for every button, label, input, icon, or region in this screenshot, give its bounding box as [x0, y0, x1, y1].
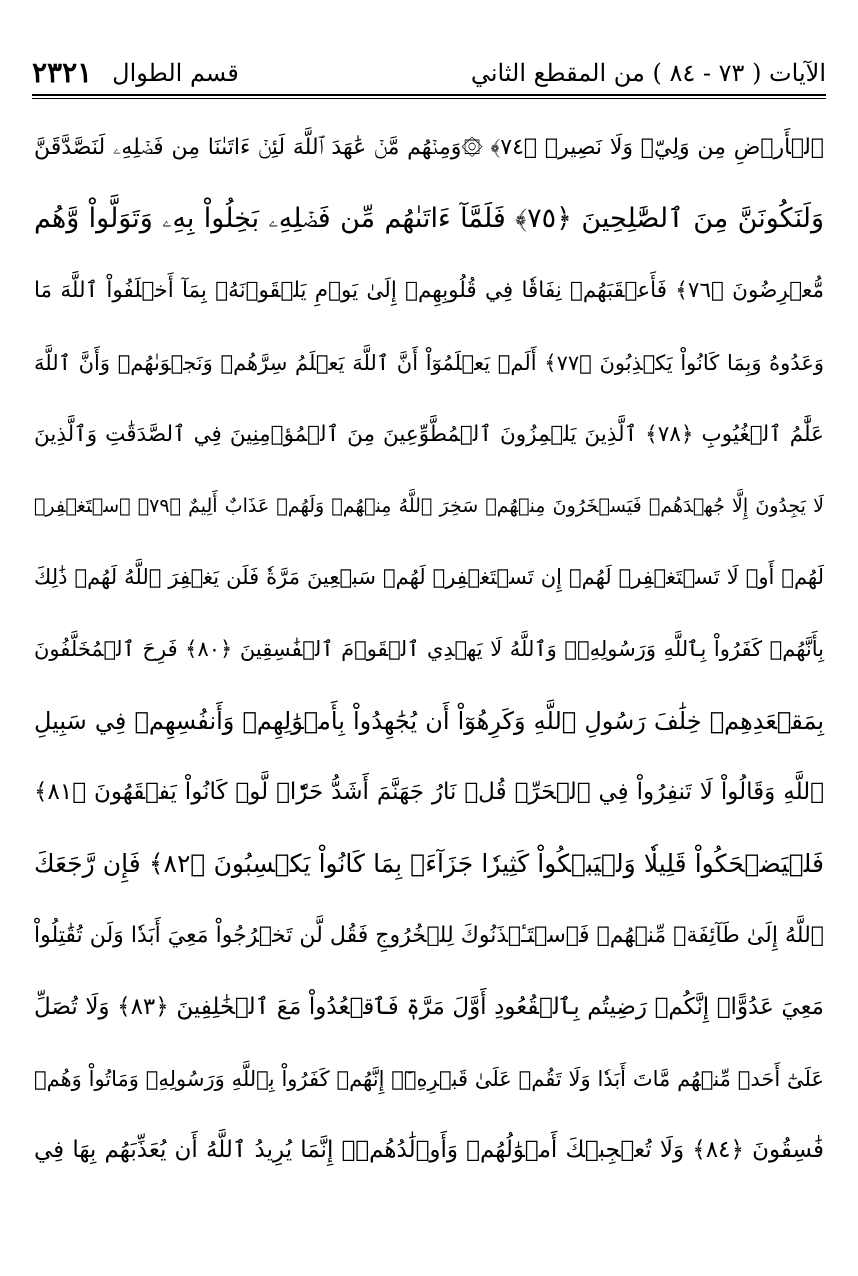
- section-title: الآيات ( ٧٣ - ٨٤ ) من المقطع الثاني: [470, 59, 826, 87]
- text-line-content: ٱللَّهُ إِلَىٰ طَآئِفَةٖ مِّنۡهُمۡ فَٱسۡتَـٔۡذَنُوكَ لِلۡخُرُوجِ فَقُل لَّن تَخۡرُجُواْ مَعِيَ أَبَدٗا وَلَن تُقَٰتِلُواْ: [34, 922, 824, 948]
- text-line: [34, 398, 824, 470]
- text-line: [34, 184, 824, 256]
- text-line: [34, 756, 824, 828]
- text-line: [34, 542, 824, 614]
- text-line: [34, 112, 824, 184]
- text-line-content: بِمَقۡعَدِهِمۡ خِلَٰفَ رَسُولِ ٱللَّهِ وَكَرِهُوٓاْ أَن يُجَٰهِدُواْ بِأَمۡوَٰلِهِمۡ وَأَنفُسِهِمۡ فِي سَبِيلِ: [34, 706, 824, 735]
- text-line-content: عَلَّٰمُ ٱلۡغُيُوبِ ﴿٧٨﴾ ٱلَّذِينَ يَلۡمِزُونَ ٱلۡمُطَّوِّعِينَ مِنَ ٱلۡمُؤۡمِنِينَ فِي ٱلصَّدَقَٰتِ وَٱلَّذِينَ: [34, 421, 824, 447]
- text-line-content: وَعَدُوهُ وَبِمَا كَانُواْ يَكۡذِبُونَ ﴿٧٧﴾ أَلَمۡ يَعۡلَمُوٓاْ أَنَّ ٱللَّهَ يَعۡلَمُ سِرَّهُمۡ وَنَجۡوَىٰهُمۡ وَأَنَّ ٱللَّهَ: [34, 350, 825, 375]
- text-line-content: لَا يَجِدُونَ إِلَّا جُهۡدَهُمۡ فَيَسۡخَرُونَ مِنۡهُمۡ سَخِرَ ٱللَّهُ مِنۡهُمۡ وَلَهُمۡ عَذَابٌ أَلِيمٌ ﴿٧٩﴾ ٱسۡتَغۡفِرۡ: [34, 494, 824, 517]
- text-line: [34, 1043, 824, 1115]
- text-line-content: فَٰسِقُونَ ﴿٨٤﴾ وَلَا تُعۡجِبۡكَ أَمۡوَٰلُهُمۡ وَأَوۡلَٰدُهُمۡۚ إِنَّمَا يُرِيدُ ٱللَّهُ أَن يُعَذِّبَهُم بِهَا فِي: [34, 1137, 824, 1164]
- text-line-content: وَلَنَكُونَنَّ مِنَ ٱلصَّٰلِحِينَ ﴿٧٥﴾ فَلَمَّآ ءَاتَىٰهُم مِّن فَضۡلِهِۦ بَخِلُواْ بِهِۦ وَتَوَلَّواْ وَّهُم: [34, 203, 824, 235]
- text-line-content: ٱللَّهِ وَقَالُواْ لَا تَنفِرُواْ فِي ٱلۡحَرِّۗ قُلۡ نَارُ جَهَنَّمَ أَشَدُّ حَرّٗاۚ لَّوۡ كَانُواْ يَفۡقَهُونَ ﴿٨١﴾: [34, 779, 824, 806]
- page-number: ٢٣٢١: [32, 56, 93, 89]
- text-line: [34, 470, 824, 542]
- text-line-content: مُّعۡرِضُونَ ﴿٧٦﴾ فَأَعۡقَبَهُمۡ نِفَاقٗا فِي قُلُوبِهِمۡ إِلَىٰ يَوۡمِ يَلۡقَوۡنَهُۥ بِمَآ أَخۡلَفُواْ ٱللَّهَ مَا: [34, 278, 824, 304]
- text-line-content: لَهُمۡ أَوۡ لَا تَسۡتَغۡفِرۡ لَهُمۡ إِن تَسۡتَغۡفِرۡ لَهُمۡ سَبۡعِينَ مَرَّةٗ فَلَن يَغۡفِرَ ٱللَّهُ لَهُمۡ ذَٰلِكَ: [34, 565, 824, 590]
- text-line: [34, 255, 824, 327]
- header-rule: [32, 94, 826, 96]
- verse-text-block: [34, 112, 824, 1186]
- page-header: [32, 48, 826, 94]
- text-line-content: فَلۡيَضۡحَكُواْ قَلِيلٗا وَلۡيَبۡكُواْ كَثِيرٗا جَزَآءَۢ بِمَا كَانُواْ يَكۡسِبُونَ ﴿٨٢﴾ فَإِن رَّجَعَكَ: [34, 849, 824, 879]
- text-line-content: ٱلۡأَرۡضِ مِن وَلِيّٖ وَلَا نَصِيرٖ ﴿٧٤﴾ ۞وَمِنۡهُم مَّنۡ عَٰهَدَ ٱللَّهَ لَئِنۡ ءَاتَىٰنَا مِن فَضۡلِهِۦ لَنَصَّدَّقَنَّ: [34, 135, 824, 161]
- text-line-content: عَلَىٰٓ أَحَدٖ مِّنۡهُم مَّاتَ أَبَدٗا وَلَا تَقُمۡ عَلَىٰ قَبۡرِهِۦٓۖ إِنَّهُمۡ كَفَرُواْ بِٱللَّهِ وَرَسُولِهِۦ وَمَاتُواْ وَهُمۡ: [34, 1066, 824, 1091]
- header-left-group: [32, 58, 239, 88]
- text-line: [34, 900, 824, 972]
- text-line: [34, 685, 824, 757]
- text-line-content: بِأَنَّهُمۡ كَفَرُواْ بِٱللَّهِ وَرَسُولِهِۦۗ وَٱللَّهُ لَا يَهۡدِي ٱلۡقَوۡمَ ٱلۡفَٰسِقِينَ ﴿٨٠﴾ فَرِحَ ٱلۡمُخَلَّفُونَ: [34, 636, 824, 661]
- text-line: [34, 327, 824, 399]
- text-line-content: مَعِيَ عَدُوًّاۖ إِنَّكُمۡ رَضِيتُم بِٱلۡقُعُودِ أَوَّلَ مَرَّةٖ فَٱقۡعُدُواْ مَعَ ٱلۡخَٰلِفِينَ ﴿٨٣﴾ وَلَا تُصَلِّ: [34, 993, 824, 1020]
- text-line: [34, 613, 824, 685]
- header-rule-thin: [32, 98, 826, 99]
- part-name: قسم الطوال: [112, 59, 239, 87]
- text-line: [34, 971, 824, 1043]
- text-line: [34, 1114, 824, 1186]
- text-line: [34, 828, 824, 900]
